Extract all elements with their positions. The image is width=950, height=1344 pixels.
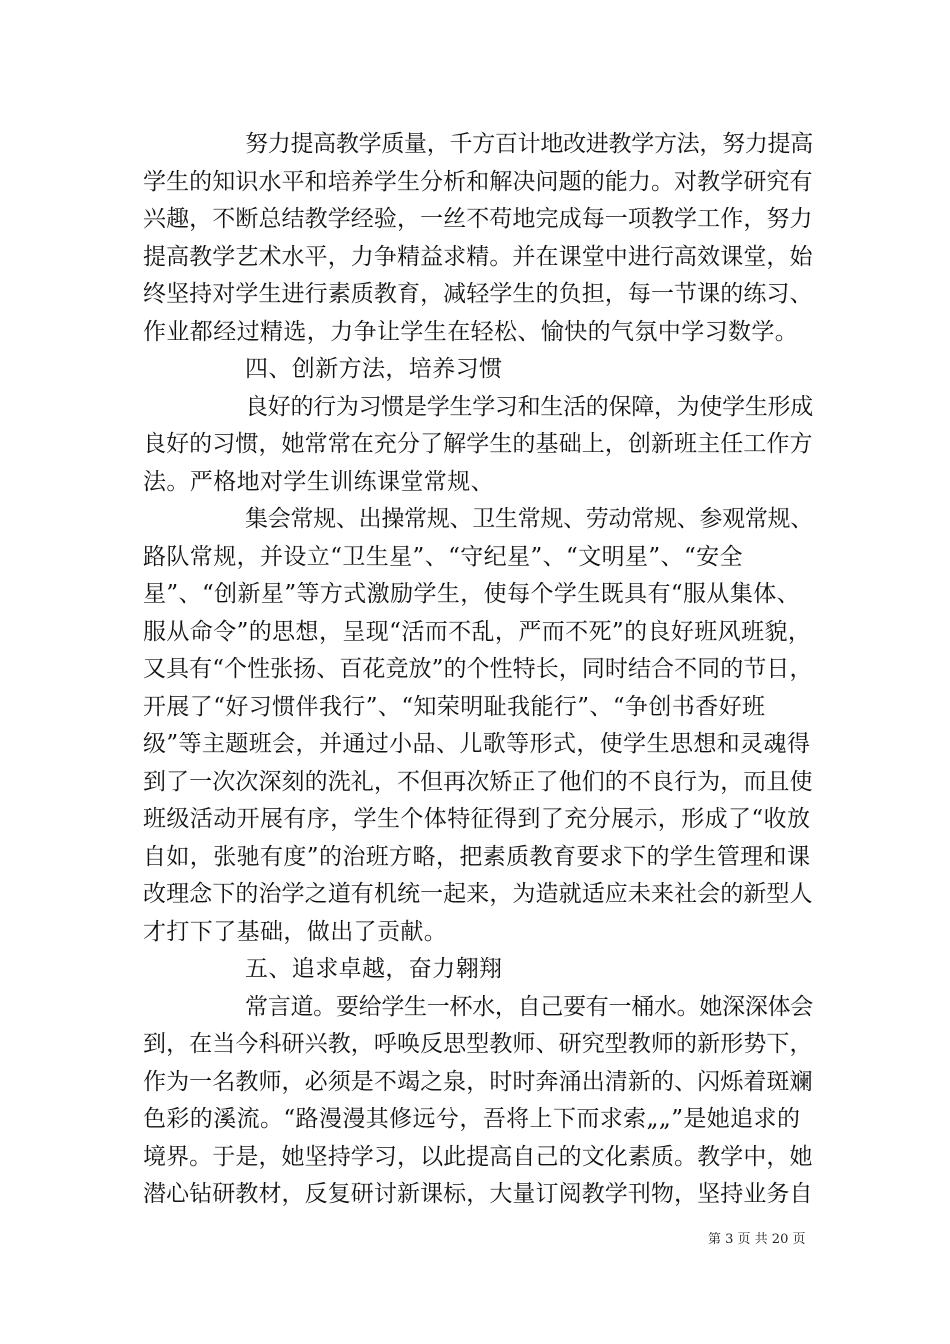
- text-line: 良好的习惯，她常常在充分了解学生的基础上，创新班主任工作方: [143, 431, 813, 457]
- text-line: 集会常规、出操常规、卫生常规、劳动常规、参观常规、: [245, 506, 813, 532]
- text-line: 自如，张驰有度”的治班方略，把素质教育要求下的学生管理和课: [143, 844, 811, 870]
- text-line: 良好的行为习惯是学生学习和生活的保障，为使学生形成: [245, 394, 813, 420]
- text-line: 常言道。要给学生一杯水，自己要有一桶水。她深深体会: [245, 994, 813, 1020]
- text-line: 法。严格地对学生训练课堂常规、: [143, 469, 494, 495]
- text-line: 级”等主题班会，并通过小品、儿歌等形式，使学生思想和灵魂得: [143, 731, 811, 757]
- text-line: 终坚持对学生进行素质教育，减轻学生的负担，每一节课的练习、: [143, 281, 813, 307]
- text-line: 星”、“创新星”等方式激励学生，使每个学生既具有“服从集体、: [143, 581, 801, 607]
- page-footer: 第 3 页 共 20 页: [708, 1232, 806, 1247]
- text-line: 境界。于是，她坚持学习，以此提高自己的文化素质。教学中，她: [143, 1144, 813, 1170]
- text-line: 潜心钻研教材，反复研讨新课标，大量订阅教学刊物，坚持业务自: [143, 1181, 813, 1207]
- text-line: 服从命令”的思想，呈现“活而不乱，严而不死”的良好班风班貌，: [143, 619, 812, 645]
- text-line: 色彩的溪流。“路漫漫其修远兮，吾将上下而求索„„”是她追求的: [143, 1106, 801, 1132]
- text-line: 提高教学艺术水平，力争精益求精。并在课堂中进行高效课堂，始: [143, 244, 813, 270]
- text-line: 作业都经过精选，力争让学生在轻松、愉快的气氛中学习数学。: [143, 319, 799, 345]
- text-line: 改理念下的治学之道有机统一起来，为造就适应未来社会的新型人: [143, 881, 813, 907]
- text-line: 兴趣，不断总结教学经验，一丝不苟地完成每一项教学工作，努力: [143, 206, 813, 232]
- text-line: 开展了“好习惯伴我行”、“知荣明耻我能行”、“争创书香好班: [143, 694, 766, 720]
- text-line: 班级活动开展有序，学生个体特征得到了充分展示，形成了“收放: [143, 806, 811, 832]
- text-line: 才打下了基础，做出了贡献。: [143, 919, 448, 945]
- text-line: 努力提高教学质量，千方百计地改进教学方法，努力提高: [245, 131, 813, 157]
- text-line: 路队常规，并设立“卫生星”、“守纪星”、“文明星”、“安全: [143, 544, 743, 570]
- text-line: 到，在当今科研兴教，呼唤反思型教师、研究型教师的新形势下，: [143, 1031, 813, 1057]
- text-line: 作为一名教师，必须是不竭之泉，时时奔涌出清新的、闪烁着斑斓: [143, 1069, 813, 1095]
- text-line: 学生的知识水平和培养学生分析和解决问题的能力。对教学研究有: [143, 169, 813, 195]
- text-line: 又具有“个性张扬、百花竞放”的个性特长，同时结合不同的节日，: [143, 656, 813, 682]
- text-line: 四、创新方法，培养习惯: [245, 356, 503, 382]
- text-line: 五、追求卓越，奋力翱翔: [245, 956, 503, 982]
- text-line: 到了一次次深刻的洗礼，不但再次矫正了他们的不良行为，而且使: [143, 769, 813, 795]
